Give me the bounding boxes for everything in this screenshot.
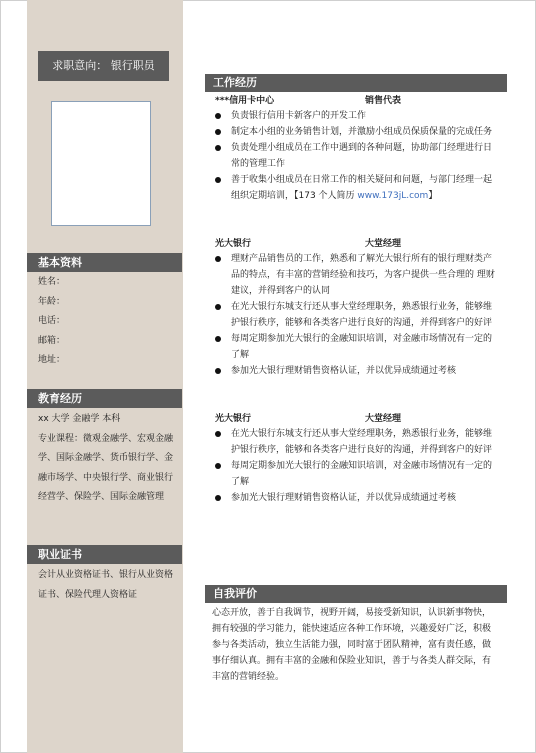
job-role: 销售代表 — [365, 96, 402, 106]
bullet-dot-icon — [215, 256, 221, 262]
job-company: 光大银行 — [215, 239, 252, 249]
job-entry-1 — [215, 94, 497, 204]
work-heading: 工作经历 — [205, 74, 507, 92]
education-heading: 教育经历 — [27, 389, 182, 408]
job-duties-list — [215, 251, 497, 379]
basic-info-list — [38, 273, 178, 371]
bullet-dot-icon — [215, 495, 221, 501]
job-duty: 每周定期参加光大银行的金融知识培训，对金融市场情况有一定的了解 — [215, 331, 497, 363]
basic-field-age: 年龄： — [38, 296, 66, 307]
job-entry-2 — [215, 237, 497, 379]
certificates-text: 会计从业资格证书、银行从业资格证书、保险代理人资格证 — [38, 570, 174, 600]
bullet-dot-icon — [215, 145, 221, 151]
certificates-heading: 职业证书 — [27, 545, 182, 564]
job-duty: 负责银行信用卡新客户的开发工作 — [215, 108, 497, 124]
job-duty: 参加光大银行理财销售资格认证，并以优异成绩通过考核 — [215, 363, 497, 379]
bullet-dot-icon — [215, 113, 221, 119]
bullet-dot-icon — [215, 463, 221, 469]
bullet-dot-icon — [215, 336, 221, 342]
job-duty: 善于收集小组成员在日常工作的相关疑问和问题，与部门经理一起组织定期培训，【173 个人简历 www.173jL.com】 — [215, 172, 497, 204]
job-duties-list — [215, 426, 497, 506]
job-role: 大堂经理 — [365, 239, 402, 249]
job-duties-list — [215, 108, 497, 204]
basic-field-address: 地址： — [38, 355, 66, 365]
resume-site-link[interactable]: www.173jL.com — [357, 191, 429, 201]
job-title-row — [215, 412, 497, 426]
job-entry-3 — [215, 412, 497, 506]
objective-label: 求职意向： — [52, 59, 108, 72]
education-school-line: xx 大学 金融学 本科 — [38, 414, 121, 424]
self-eval-heading: 自我评价 — [205, 585, 507, 603]
job-duty: 在光大银行东城支行还从事大堂经理职务，熟悉银行业务，能够维护银行秩序，能够和各类客户进行良好的沟通，并得到客户的好评 — [215, 299, 497, 331]
photo-placeholder — [51, 101, 151, 226]
bullet-dot-icon — [215, 368, 221, 374]
job-objective-banner — [38, 51, 169, 81]
job-title-row — [215, 94, 497, 108]
job-title-row — [215, 237, 497, 251]
objective-value: 银行职员 — [110, 59, 155, 72]
job-role: 大堂经理 — [365, 414, 402, 424]
bullet-dot-icon — [215, 431, 221, 437]
job-duty: 在光大银行东城支行还从事大堂经理职务，熟悉银行业务，能够维护银行秩序，能够和各类客户进行良好的沟通，并得到客户的好评 — [215, 426, 497, 458]
job-duty: 负责处理小组成员在工作中遇到的各种问题，协助部门经理进行日常的管理工作 — [215, 140, 497, 172]
job-duty: 参加光大银行理财销售资格认证，并以优异成绩通过考核 — [215, 490, 497, 506]
self-eval-text: 心态开放，善于自我调节，视野开阔，易接受新知识，认识新事物快，拥有较强的学习能力，能快速适应各种工作环境，兴趣爱好广泛，积极参与各类活动，独立生活能力强，同时富于团队精神，富有责任感，做事仔细认真。拥有丰富的金融和保险业知识，善于与各类人群交际，有丰富的营销经验。 — [212, 608, 492, 682]
basic-info-heading: 基本资料 — [27, 253, 182, 272]
basic-field-name: 姓名： — [38, 277, 66, 287]
education-block — [38, 410, 178, 508]
bullet-dot-icon — [215, 129, 221, 135]
job-company: ***信用卡中心 — [215, 96, 275, 106]
education-courses: 专业课程：微观金融学、宏观金融学、国际金融学、货币银行学、金融市场学、中央银行学、商业银行经营学、保险学、国际金融管理 — [38, 433, 174, 502]
bullet-dot-icon — [215, 177, 221, 183]
bullet-dot-icon — [215, 304, 221, 310]
basic-field-phone: 电话： — [38, 316, 66, 326]
job-duty: 每周定期参加光大银行的金融知识培训，对金融市场情况有一定的了解 — [215, 458, 497, 490]
basic-field-email: 邮箱： — [38, 335, 66, 346]
job-duty: 制定本小组的业务销售计划，并激励小组成员保质保量的完成任务 — [215, 124, 497, 140]
job-duty: 理财产品销售员的工作，熟悉和了解光大银行所有的银行理财类产品的特点，有丰富的营销经验和技巧，为客户提供一些合理的 理财建议，并得到客户的认同 — [215, 251, 497, 299]
job-company: 光大银行 — [215, 414, 252, 424]
